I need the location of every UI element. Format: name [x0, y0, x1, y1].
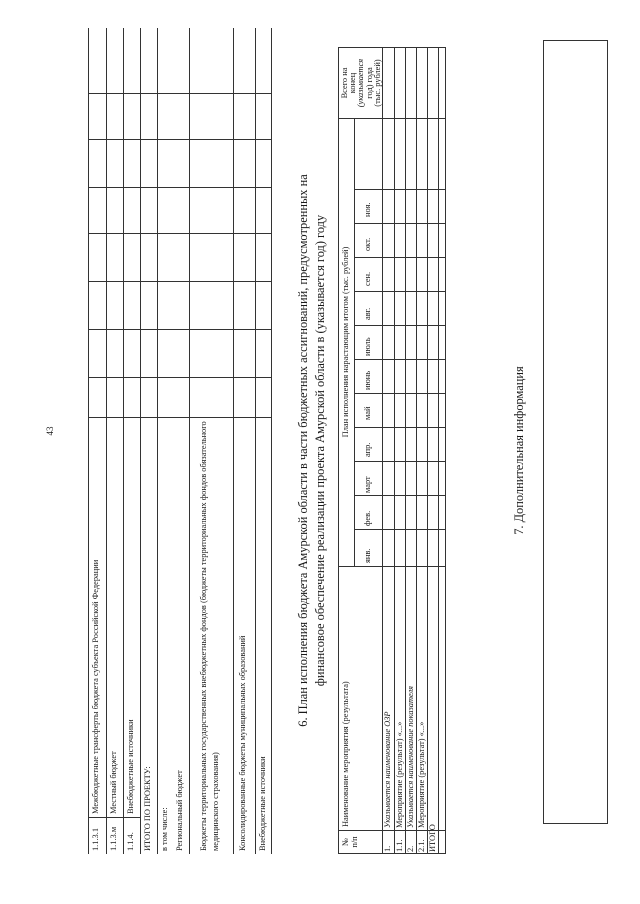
- row-name: Указывается наименование показателя: [406, 685, 415, 828]
- label-cell: Внебюджетные источники: [124, 418, 141, 818]
- label-cell: Бюджеты территориальных государственных внебюджетных фондов (бюджеты территориальных фондов обязательного медицинского страхования): [199, 421, 220, 851]
- table-row: [189, 28, 234, 854]
- section6-heading-line2: финансовое обеспечение реализации проекта Амурской области в (указывается год) году: [313, 214, 327, 687]
- table-row: [123, 28, 141, 854]
- row-number: 1.1.: [395, 839, 404, 852]
- month-header: ноя.: [363, 202, 372, 217]
- budget-sources-table: [88, 28, 270, 854]
- label-cell: Внебюджетные источники: [258, 756, 267, 851]
- month-header: окт.: [363, 237, 372, 251]
- month-header: апр.: [363, 442, 372, 457]
- page-number: 43: [45, 426, 55, 436]
- total-row-label: ИТОГО: [428, 824, 437, 852]
- label-cell: Местный бюджет: [107, 418, 124, 818]
- table-row: [140, 28, 158, 854]
- section7-heading: 7. Дополнительная информация: [512, 366, 526, 535]
- month-header: авг.: [363, 307, 372, 320]
- month-header: фев.: [363, 510, 372, 526]
- month-header: июль: [363, 337, 372, 356]
- budget-plan-table: [338, 47, 446, 854]
- month-header: июнь: [363, 370, 372, 390]
- label-cell: в том числе: Региональный бюджет: [160, 770, 184, 851]
- row-name: Указывается наименование ОЗР: [383, 711, 392, 828]
- row-number: 1.: [383, 845, 392, 852]
- code-cell: 1.1.3.1: [91, 827, 100, 851]
- row-name: Мероприятие (результат) «...»: [395, 721, 404, 828]
- label-cell: ИТОГО ПО ПРОЕКТУ:: [143, 766, 152, 851]
- label-cell: Межбюджетные трансферты бюджета субъекта Российской Федерации: [89, 418, 107, 818]
- table-row: [88, 28, 107, 854]
- label-cell: Консолидированные бюджеты муниципальных образований: [238, 635, 247, 851]
- month-header: март: [363, 476, 372, 493]
- table-row: [157, 28, 190, 854]
- table-row: [233, 28, 256, 854]
- row-name: Мероприятие (результат) «...»: [417, 721, 426, 828]
- table-row: [106, 28, 124, 854]
- num-column-header: № п/п: [341, 836, 359, 848]
- additional-info-box: [543, 40, 608, 824]
- row-number: 2.: [406, 845, 415, 852]
- section6-heading-line1: 6. План исполнения бюджета Амурской области в части бюджетных ассигнований, предусмотренных на: [296, 174, 310, 727]
- name-column-header: Наименование мероприятия (результата): [341, 681, 350, 827]
- total-column-header: Всего на конец (указывается год) года (тыс. рублей): [340, 58, 382, 108]
- month-header: май: [363, 406, 372, 420]
- plan-group-header: План исполнения нарастающим итогом (тыс. рублей): [341, 246, 350, 438]
- code-cell: 1.1.3.м: [109, 826, 118, 851]
- code-cell: 1.1.4.: [126, 832, 135, 851]
- month-header: янв.: [363, 548, 372, 563]
- row-number: 2.1.: [417, 839, 426, 852]
- month-header: сен.: [363, 271, 372, 286]
- table-row: [255, 28, 272, 854]
